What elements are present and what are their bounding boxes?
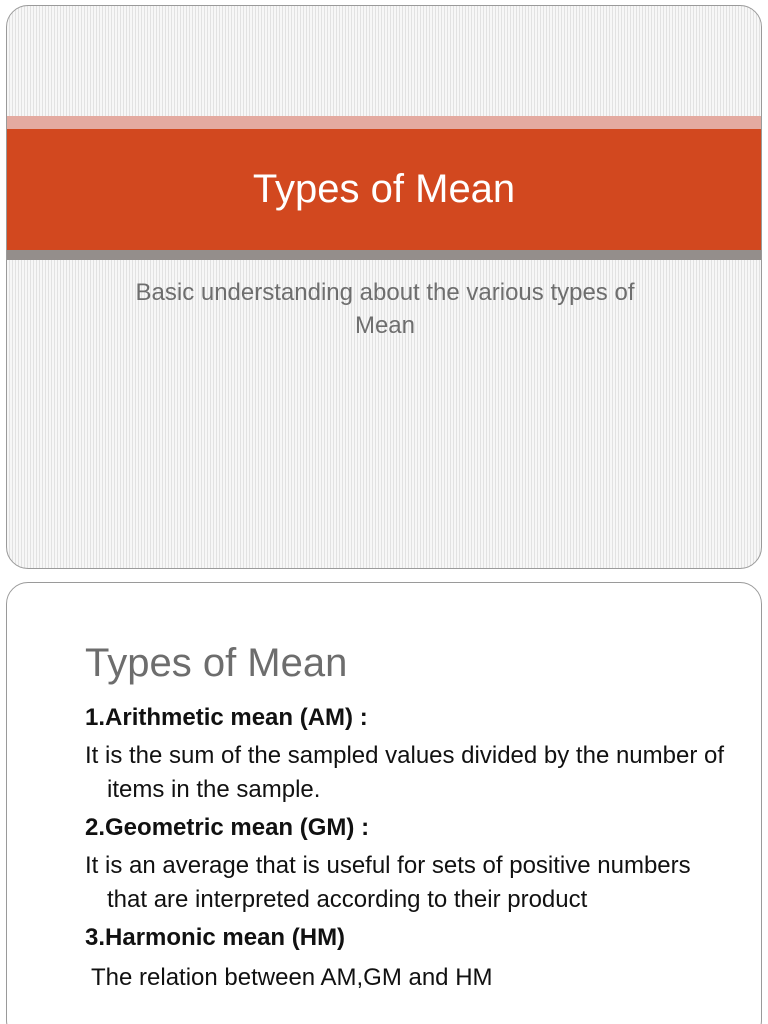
title-band-bottom-stripe: [7, 250, 761, 260]
slide-1-title: Types of Mean: [252, 167, 516, 211]
title-band-top-stripe: [7, 116, 761, 129]
slide-2-title: Types of Mean: [85, 641, 348, 685]
gm-heading: 2.Geometric mean (GM) :: [85, 814, 370, 841]
slide-2: [6, 582, 762, 1024]
hm-heading: 3.Harmonic mean (HM): [85, 924, 346, 951]
am-description: It is the sum of the sampled values divided by the number of items in the sample.: [85, 742, 725, 803]
slide-1-subtitle: Basic understanding about the various types of Mean: [135, 279, 635, 339]
relation-text: The relation between AM,GM and HM: [91, 964, 493, 991]
slide-1: [6, 5, 762, 569]
gm-description: It is an average that is useful for sets of positive numbers that are interpreted according to their product: [85, 852, 691, 913]
slide-2-body: [85, 701, 725, 999]
am-heading: 1.Arithmetic mean (AM) :: [85, 704, 368, 731]
